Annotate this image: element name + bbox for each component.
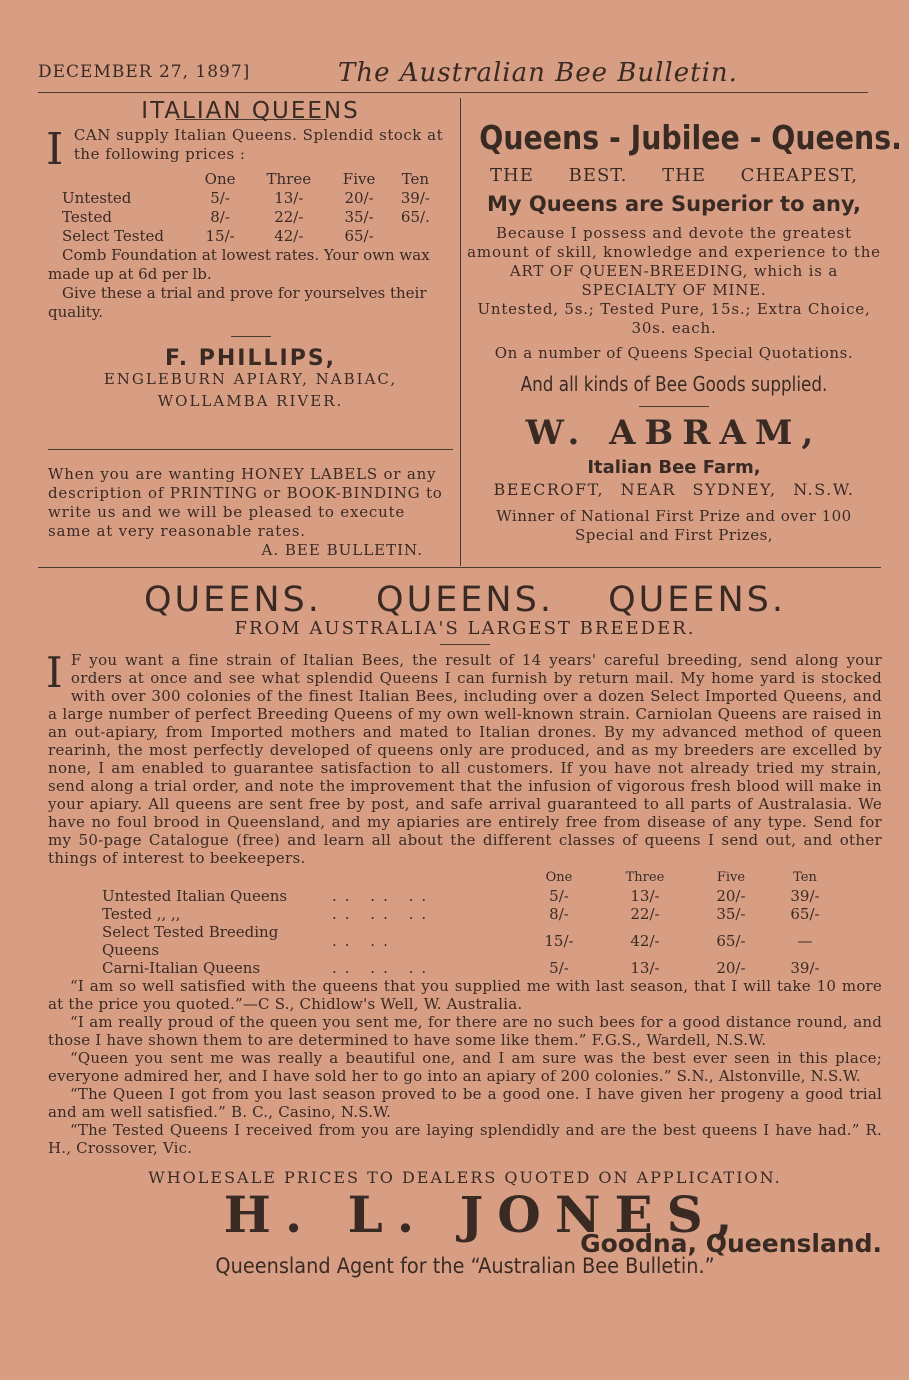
phillips-paragraph: Comb Foundation at lowest rates. Your own wax made up at 6d per lb. <box>48 246 430 283</box>
price-cell: 39/- <box>790 887 820 905</box>
price-cell: 20/- <box>344 189 374 207</box>
phillips-intro-text: CAN supply Italian Queens. Splendid stock at the following prices : <box>73 126 444 163</box>
advertiser-location: Goodna, Queensland. <box>580 1229 882 1258</box>
price-cell: — <box>797 932 813 950</box>
jones-advertisement <box>46 580 882 1278</box>
price-cell: 65/. <box>400 208 430 226</box>
price-cell <box>389 227 442 246</box>
price-cell: 35/- <box>344 208 374 226</box>
advertiser-address: WOLLAMBA RIVER. <box>157 392 344 410</box>
leader-dots: .. .. .. <box>332 887 435 905</box>
price-cell: 5/- <box>210 189 230 207</box>
phillips-paragraph: Give these a trial and prove for yourselves their quality. <box>48 284 427 321</box>
advertiser-name: F. PHILLIPS, <box>164 346 337 371</box>
price-row-label: Untested Italian Queens <box>102 887 288 905</box>
left-ad-divider <box>48 449 453 450</box>
wholesale-notice: WHOLESALE PRICES TO DEALERS QUOTED ON APPLICATION. <box>148 1168 782 1187</box>
abram-claim: My Queens are Superior to any, <box>487 192 861 216</box>
section-divider <box>38 567 881 568</box>
column-divider <box>460 98 461 566</box>
price-cell: 39/- <box>400 189 430 207</box>
price-row-label: Carni-Italian Queens <box>102 959 261 977</box>
price-cell: 5/- <box>549 959 569 977</box>
abram-prizes: Winner of National First Prize and over 100 Special and First Prizes, <box>496 507 852 544</box>
leader-dots: .. .. .. <box>332 905 435 923</box>
abram-prices: Untested, 5s.; Tested Pure, 15s.; Extra Choice, 30s. each. <box>477 300 871 337</box>
price-cell: 13/- <box>630 887 660 905</box>
phillips-price-table <box>62 170 442 246</box>
price-row <box>102 959 842 977</box>
drop-cap: I <box>46 648 63 697</box>
price-cell: 22/- <box>630 905 660 923</box>
price-cell: 15/- <box>544 932 574 950</box>
price-row-label: Tested ,, ,, <box>102 905 181 923</box>
price-cell: 42/- <box>630 932 660 950</box>
abram-farm: Italian Bee Farm, <box>587 457 761 478</box>
column-header: Ten <box>401 170 430 188</box>
leader-dots: .. .. .. <box>332 959 435 977</box>
price-row <box>62 208 442 227</box>
column-header: Three <box>625 870 665 885</box>
price-cell: 8/- <box>210 208 230 226</box>
price-row <box>102 923 842 959</box>
testimonials <box>48 977 882 1157</box>
abram-location: BEECROFT, NEAR SYDNEY, N.S.W. <box>493 480 855 499</box>
price-row <box>62 227 442 246</box>
column-header: Ten <box>793 870 817 885</box>
advertiser-address: ENGLEBURN APIARY, NABIAC, <box>103 370 398 388</box>
advertiser-name: W. ABRAM, <box>525 413 823 453</box>
phillips-advertisement <box>48 100 453 412</box>
testimonial: “The Queen I got from you last season proved to be a good one. I have given her progeny a good trial and am well satisfied.” B. C., Casino, N.S.W. <box>48 1085 882 1121</box>
drop-cap: I <box>46 124 64 175</box>
jones-heading: QUEENS. QUEENS. QUEENS. <box>143 580 786 620</box>
price-row <box>102 905 842 923</box>
price-cell: 35/- <box>716 905 746 923</box>
price-cell: 65/- <box>790 905 820 923</box>
testimonial: “Queen you sent me was really a beautiful one, and I am sure was the best ever seen in this place; everyone admired her, and I have sold her to go into an apiary of 200 colonies.” S.N., Alstonville, N.S.W. <box>48 1049 882 1085</box>
price-cell: 8/- <box>549 905 569 923</box>
name-rule <box>639 406 709 407</box>
abram-special-quotations: On a number of Queens Special Quotations. <box>494 344 854 362</box>
price-cell: 13/- <box>274 189 304 207</box>
price-row-label: Untested <box>62 189 132 207</box>
price-cell: 65/- <box>716 932 746 950</box>
price-cell: 22/- <box>274 208 304 226</box>
publication-title: The Australian Bee Bulletin. <box>338 58 738 88</box>
price-row <box>102 887 842 905</box>
abram-goods: And all kinds of Bee Goods supplied. <box>520 372 828 396</box>
price-cell: 20/- <box>716 887 746 905</box>
issue-date: DECEMBER 27, 1897] <box>38 62 251 82</box>
price-cell: 42/- <box>274 227 304 245</box>
price-cell: 65/- <box>344 227 374 245</box>
abram-subheading: THE BEST. THE CHEAPEST, <box>490 165 858 186</box>
jones-price-table <box>102 869 842 977</box>
price-row-label: Select Tested Breeding Queens <box>102 923 279 959</box>
price-cell: 15/- <box>205 227 235 245</box>
name-rule <box>231 336 271 337</box>
price-table-header <box>102 869 842 887</box>
printing-ad-text: When you are wanting HONEY LABELS or any description of PRINTING or BOOK-BINDING to write us and we will be pleased to execute same at very reasonable rates. <box>48 465 443 540</box>
price-row <box>62 189 442 208</box>
price-row-label: Select Tested <box>62 227 164 245</box>
abram-body: Because I possess and devote the greatest amount of skill, knowledge and experience to the ART OF QUEEN-BREEDING, which is a SPECIALTY OF MINE. <box>467 224 881 299</box>
advertiser-name: H. L. JONES, <box>223 1185 747 1244</box>
jones-body <box>46 648 882 867</box>
jones-body-text: F you want a fine strain of Italian Bees, the result of 14 years' careful breeding, send along your orders at once and see what splendid Queens I can furnish by return mail. My home yard is stocked with over 300 colonies of the finest Italian Bees, including over a dozen Select Imported Queens, and a large number of perfect Breeding Queens of my own well-known strain. Carniolan Queens are raised in an out-apiary, from Imported mothers and mated to Italian drones. By my advanced method of queen rearinh, the most perfectly developed of queens only are produced, and as my breeders are excelled by none, I am enabled to guarantee satisfaction to all customers. If you have not already tried my strain, send along a trial order, and note the improvement that the infusion of vigorous fresh blood will make in your apiary. All queens are sent free by post, and safe arrival guaranteed to all parts of Australasia. We have no foul brood in Queensland, and my apiaries are entirely free from disease of any type. Send for my 50-page Catalogue (free) and learn all about the different classes of queens I send out, and other things of interest to beekeepers. <box>48 651 882 867</box>
leader-dots: .. .. <box>332 932 396 950</box>
column-header: One <box>545 870 573 885</box>
agent-notice: Queensland Agent for the “Australian Bee Bulletin.” <box>215 1254 715 1278</box>
price-table-header <box>62 170 442 189</box>
jones-subheading: FROM AUSTRALIA'S LARGEST BREEDER. <box>234 618 696 639</box>
abram-heading: Queens - Jubilee - Queens. <box>479 118 902 157</box>
price-cell: 5/- <box>549 887 569 905</box>
testimonial: “I am so well satisfied with the queens that you supplied me with last season, that I will take 10 more at the price you quoted.”—C S., Chidlow's Well, W. Australia. <box>48 977 882 1013</box>
column-header: Five <box>716 870 746 885</box>
phillips-heading: ITALIAN QUEENS <box>141 98 360 124</box>
printing-ad-signature: A. BEE BULLETIN. <box>261 541 423 559</box>
heading-rule <box>440 644 490 645</box>
column-header: Five <box>342 170 376 188</box>
price-row-label: Tested <box>62 208 112 226</box>
phillips-intro <box>46 124 453 175</box>
column-header: One <box>204 170 236 188</box>
testimonial: “The Tested Queens I received from you are laying splendidly and are the best queens I have had.” R. H., Crossover, Vic. <box>48 1121 882 1157</box>
testimonial: “I am really proud of the queen you sent me, for there are no such bees for a good distance round, and those I have shown them to are determined to have some like them.” F.G.S., Wardell, N.S.W. <box>48 1013 882 1049</box>
masthead <box>38 58 868 93</box>
printing-advertisement <box>48 465 453 560</box>
price-cell: 39/- <box>790 959 820 977</box>
price-cell: 13/- <box>630 959 660 977</box>
column-header: Three <box>266 170 312 188</box>
price-cell: 20/- <box>716 959 746 977</box>
abram-advertisement <box>467 118 902 545</box>
phillips-body <box>48 246 453 322</box>
